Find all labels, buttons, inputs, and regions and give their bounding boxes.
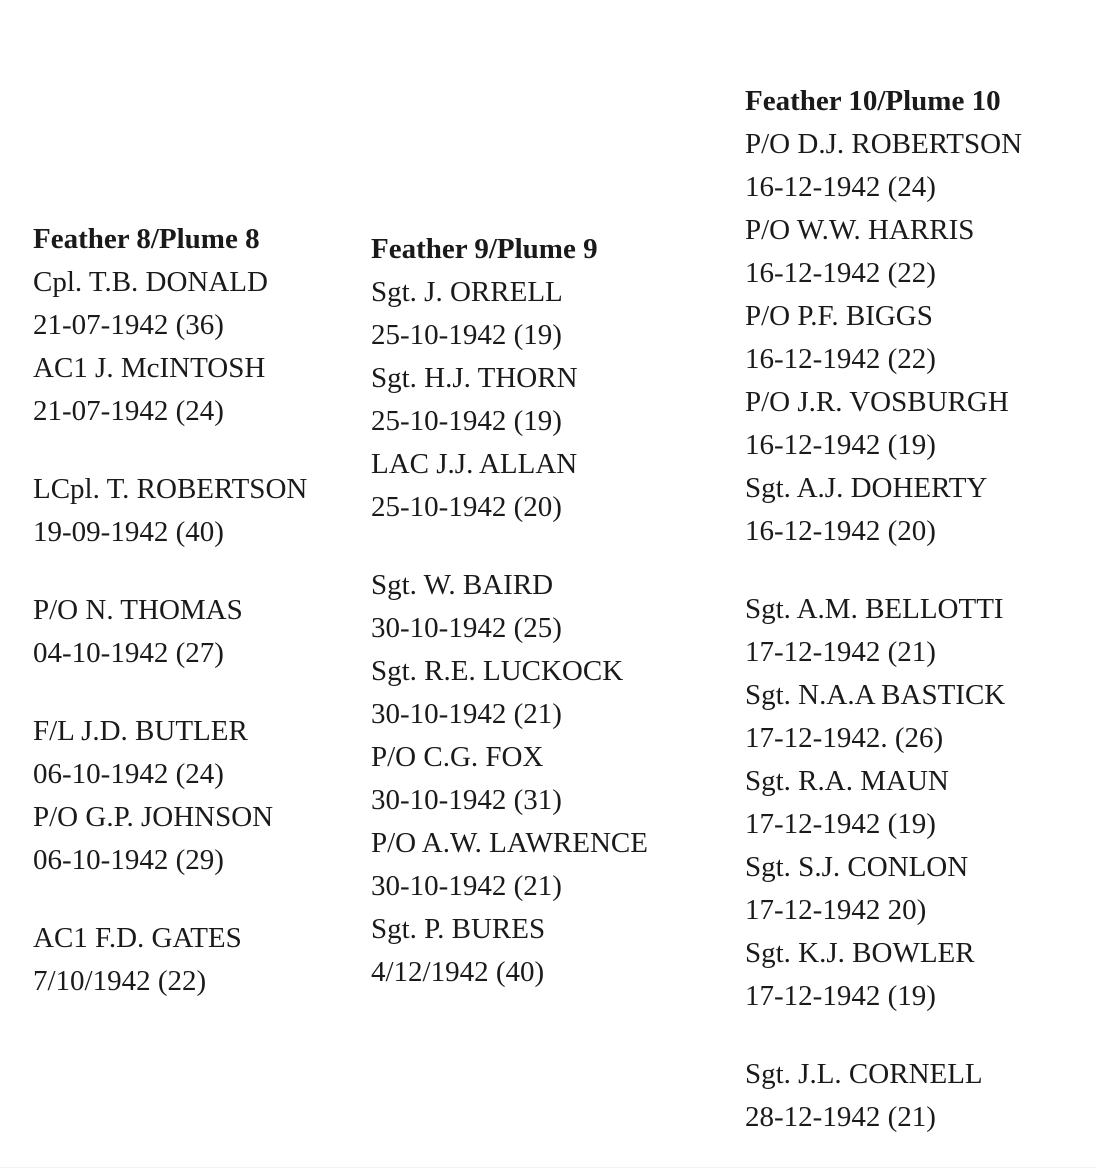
casualty-name: P/O G.P. JOHNSON <box>33 801 274 833</box>
casualty-date-age: 19-09-1942 (40) <box>33 516 224 548</box>
casualty-date-age: 4/12/1942 (40) <box>371 956 545 988</box>
casualty-name: Sgt. N.A.A BASTICK <box>745 679 1006 711</box>
casualty-name: Sgt. J. ORRELL <box>371 276 563 308</box>
entry-group <box>371 271 648 529</box>
entry-group <box>745 123 1022 553</box>
casualty-date-age: 7/10/1942 (22) <box>33 965 207 997</box>
column-title: Feather 10/Plume 10 <box>745 85 1001 117</box>
casualty-date-age: 16-12-1942 (22) <box>745 257 936 289</box>
casualty-date-age: 16-12-1942 (22) <box>745 343 936 375</box>
column-title: Feather 9/Plume 9 <box>371 233 598 265</box>
casualty-name: P/O C.G. FOX <box>371 741 544 773</box>
casualty-date-age: 17-12-1942 (19) <box>745 980 936 1012</box>
casualty-name: Sgt. S.J. CONLON <box>745 851 969 883</box>
casualty-date-age: 16-12-1942 (24) <box>745 171 936 203</box>
casualty-name: P/O N. THOMAS <box>33 594 243 626</box>
entry-group <box>33 917 307 1003</box>
casualty-date-age: 17-12-1942 (19) <box>745 808 936 840</box>
casualty-name: LAC J.J. ALLAN <box>371 448 578 480</box>
casualty-name: LCpl. T. ROBERTSON <box>33 473 308 505</box>
casualty-date-age: 04-10-1942 (27) <box>33 637 224 669</box>
casualty-name: Sgt. A.M. BELLOTTI <box>745 593 1004 625</box>
casualty-name: Sgt. R.E. LUCKOCK <box>371 655 624 687</box>
casualty-date-age: 25-10-1942 (19) <box>371 405 562 437</box>
casualty-name: Sgt. A.J. DOHERTY <box>745 472 988 504</box>
casualty-date-age: 30-10-1942 (21) <box>371 698 562 730</box>
casualty-date-age: 17-12-1942 20) <box>745 894 927 926</box>
casualty-date-age: 17-12-1942 (21) <box>745 636 936 668</box>
casualty-date-age: 16-12-1942 (20) <box>745 515 936 547</box>
casualty-name: Sgt. J.L. CORNELL <box>745 1058 983 1090</box>
divider <box>0 1167 1096 1168</box>
entry-group <box>745 1053 1022 1139</box>
entry-group <box>371 564 648 994</box>
casualty-date-age: 21-07-1942 (24) <box>33 395 224 427</box>
casualty-name: Cpl. T.B. DONALD <box>33 266 268 298</box>
casualty-name: F/L J.D. BUTLER <box>33 715 248 747</box>
casualty-name: P/O J.R. VOSBURGH <box>745 386 1009 418</box>
entry-group <box>33 468 307 554</box>
casualty-date-age: 25-10-1942 (19) <box>371 319 562 351</box>
casualty-name: P/O A.W. LAWRENCE <box>371 827 648 859</box>
feather-8-column <box>33 218 307 1003</box>
casualty-name: P/O D.J. ROBERTSON <box>745 128 1023 160</box>
casualty-date-age: 16-12-1942 (19) <box>745 429 936 461</box>
entry-group <box>33 710 307 882</box>
casualty-name: P/O P.F. BIGGS <box>745 300 933 332</box>
feather-10-column <box>745 80 1022 1139</box>
casualty-name: Sgt. P. BURES <box>371 913 546 945</box>
entry-group <box>745 588 1022 1018</box>
casualty-date-age: 25-10-1942 (20) <box>371 491 562 523</box>
casualty-name: Sgt. R.A. MAUN <box>745 765 949 797</box>
casualty-date-age: 06-10-1942 (29) <box>33 844 224 876</box>
casualty-date-age: 17-12-1942. (26) <box>745 722 944 754</box>
column-title: Feather 8/Plume 8 <box>33 223 260 255</box>
casualty-name: Sgt. K.J. BOWLER <box>745 937 975 969</box>
feather-9-column <box>371 228 648 994</box>
casualty-date-age: 30-10-1942 (31) <box>371 784 562 816</box>
casualty-date-age: 06-10-1942 (24) <box>33 758 224 790</box>
casualty-name: P/O W.W. HARRIS <box>745 214 975 246</box>
casualty-name: AC1 J. McINTOSH <box>33 352 266 384</box>
entry-group <box>33 261 307 433</box>
casualty-date-age: 21-07-1942 (36) <box>33 309 224 341</box>
casualty-name: Sgt. W. BAIRD <box>371 569 554 601</box>
casualty-name: Sgt. H.J. THORN <box>371 362 578 394</box>
entry-group <box>33 589 307 675</box>
casualty-name: AC1 F.D. GATES <box>33 922 242 954</box>
casualty-date-age: 30-10-1942 (21) <box>371 870 562 902</box>
casualty-date-age: 30-10-1942 (25) <box>371 612 562 644</box>
casualty-date-age: 28-12-1942 (21) <box>745 1101 936 1133</box>
